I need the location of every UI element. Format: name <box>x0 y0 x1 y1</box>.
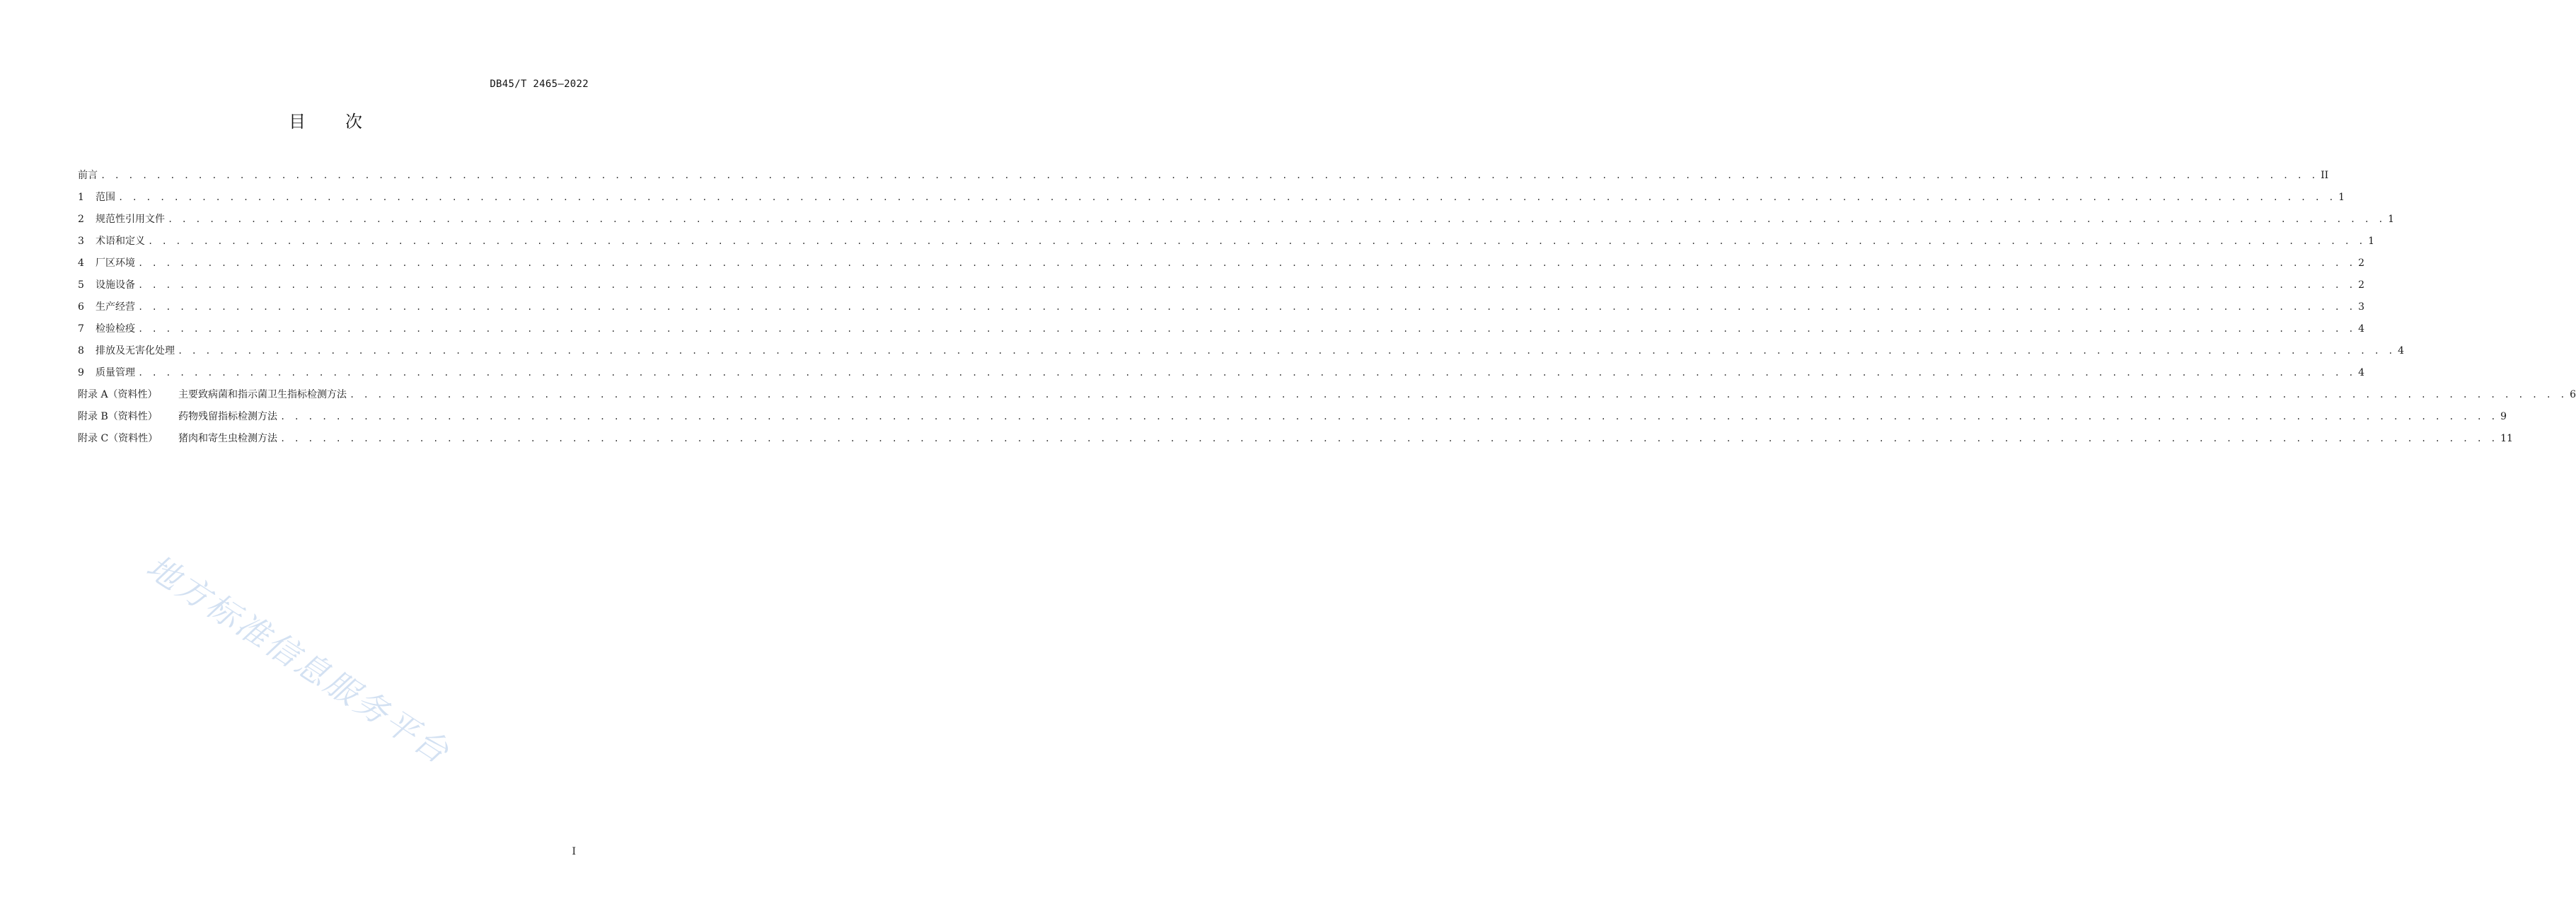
toc-entry-page: 1 <box>2388 214 2394 225</box>
table-of-contents <box>78 167 2576 452</box>
toc-dot-leader: . . . . . . . . . . . . . . . . . . . . . . . . . . . . . . . . . . . . . . . . . . . . . . . . . . . . . . . . . . . . . . . . . . . . . . . . . . . . . . . . . . . . . . . . . . . . . . . . . . . . . . . . . . . . . . . . . . . . . . . . . . . . . . . . . . . . . . . . . . . . . . . . . . . . . . . . . . . . . . . . <box>148 236 2366 246</box>
toc-entry[interactable] <box>78 211 2394 233</box>
toc-entry-page: II <box>2321 170 2329 181</box>
toc-entry-number: 6 <box>78 301 84 313</box>
toc-entry-page: 11 <box>2500 433 2513 444</box>
toc-entry-number: 5 <box>78 279 84 291</box>
toc-entry-number: 4 <box>78 257 84 269</box>
page-number: I <box>572 846 576 857</box>
toc-entry-page: 1 <box>2338 192 2345 203</box>
toc-dot-leader: . . . . . . . . . . . . . . . . . . . . . . . . . . . . . . . . . . . . . . . . . . . . . . . . . . . . . . . . . . . . . . . . . . . . . . . . . . . . . . . . . . . . . . . . . . . . . . . . . . . . . . . . . . . . . . . . . . . . . . . . . . . . . . . . . . . . . . . . . . . . . . . . . . . . . . . . . . . . . . . . <box>138 302 2356 312</box>
toc-entry[interactable] <box>78 299 2364 320</box>
toc-entry-title: 规范性引用文件 <box>96 214 165 225</box>
toc-entry[interactable] <box>78 189 2345 211</box>
toc-entry-page: 9 <box>2500 411 2507 422</box>
toc-dot-leader: . . . . . . . . . . . . . . . . . . . . . . . . . . . . . . . . . . . . . . . . . . . . . . . . . . . . . . . . . . . . . . . . . . . . . . . . . . . . . . . . . . . . . . . . . . . . . . . . . . . . . . . . . . . . . . . . . . . . . . . . . . . . . . . . . . . . . . . . . . . . . . . . . . . . . . . . . . . . . . . . <box>100 170 2318 180</box>
toc-entry-title: 主要致病菌和指示菌卫生指标检测方法 <box>178 389 347 400</box>
toc-dot-leader: . . . . . . . . . . . . . . . . . . . . . . . . . . . . . . . . . . . . . . . . . . . . . . . . . . . . . . . . . . . . . . . . . . . . . . . . . . . . . . . . . . . . . . . . . . . . . . . . . . . . . . . . . . . . . . . . . . . . . . . . . . . . . . . . . . . . . . . . . . . . . . . . . . . . . . . . . . . . . . . . <box>178 346 2396 356</box>
toc-entry-title: 术语和定义 <box>96 236 145 247</box>
toc-entry[interactable] <box>78 320 2364 342</box>
toc-dot-leader: . . . . . . . . . . . . . . . . . . . . . . . . . . . . . . . . . . . . . . . . . . . . . . . . . . . . . . . . . . . . . . . . . . . . . . . . . . . . . . . . . . . . . . . . . . . . . . . . . . . . . . . . . . . . . . . . . . . . . . . . . . . . . . . . . . . . . . . . . . . . . . . . . . . . . . . . . . . . . . . . <box>138 280 2356 290</box>
toc-entry[interactable] <box>78 277 2364 299</box>
toc-entry-page: 4 <box>2398 345 2404 357</box>
toc-entry[interactable] <box>78 408 2507 430</box>
toc-entry[interactable] <box>78 233 2374 255</box>
toc-entry-page: 2 <box>2358 257 2364 269</box>
toc-entry-number: 1 <box>78 192 84 203</box>
document-number: DB45/T 2465—2022 <box>490 79 589 90</box>
toc-entry[interactable] <box>78 342 2404 364</box>
toc-entry-page: 4 <box>2358 367 2364 378</box>
toc-entry-page: 3 <box>2358 301 2364 313</box>
toc-entry-page: 1 <box>2368 236 2374 247</box>
toc-entry-title: 生产经营 <box>96 301 135 313</box>
toc-entry-title: 猪肉和寄生虫检测方法 <box>178 433 277 444</box>
toc-entry-title: 质量管理 <box>96 367 135 378</box>
toc-dot-leader: . . . . . . . . . . . . . . . . . . . . . . . . . . . . . . . . . . . . . . . . . . . . . . . . . . . . . . . . . . . . . . . . . . . . . . . . . . . . . . . . . . . . . . . . . . . . . . . . . . . . . . . . . . . . . . . . . . . . . . . . . . . . . . . . . . . . . . . . . . . . . . . . . . . . . . . . . . . . . . . . <box>118 192 2336 202</box>
toc-entry-title: 设施设备 <box>96 279 135 291</box>
toc-entry-page: 6 <box>2570 389 2576 400</box>
toc-dot-leader: . . . . . . . . . . . . . . . . . . . . . . . . . . . . . . . . . . . . . . . . . . . . . . . . . . . . . . . . . . . . . . . . . . . . . . . . . . . . . . . . . . . . . . . . . . . . . . . . . . . . . . . . . . . . . . . . . . . . . . . . . . . . . . . . . . . . . . . . . . . . . . . . . . . . . . . . . . . . . . . . <box>280 434 2498 444</box>
toc-entry-page: 4 <box>2358 323 2364 335</box>
toc-dot-leader: . . . . . . . . . . . . . . . . . . . . . . . . . . . . . . . . . . . . . . . . . . . . . . . . . . . . . . . . . . . . . . . . . . . . . . . . . . . . . . . . . . . . . . . . . . . . . . . . . . . . . . . . . . . . . . . . . . . . . . . . . . . . . . . . . . . . . . . . . . . . . . . . . . . . . . . . . . . . . . . . <box>280 412 2498 422</box>
toc-entry[interactable] <box>78 364 2364 386</box>
toc-dot-leader: . . . . . . . . . . . . . . . . . . . . . . . . . . . . . . . . . . . . . . . . . . . . . . . . . . . . . . . . . . . . . . . . . . . . . . . . . . . . . . . . . . . . . . . . . . . . . . . . . . . . . . . . . . . . . . . . . . . . . . . . . . . . . . . . . . . . . . . . . . . . . . . . . . . . . . . . . . . . . . . . <box>138 368 2356 378</box>
toc-entry-title: 排放及无害化处理 <box>96 345 175 357</box>
toc-entry[interactable] <box>78 255 2364 277</box>
toc-annex-label: 附录 A（资料性） <box>78 389 158 400</box>
watermark: 地方标准信息服务平台 <box>139 547 458 772</box>
toc-annex-label: 附录 B（资料性） <box>78 411 158 422</box>
toc-title-char-2: 次 <box>345 112 362 132</box>
toc-entry-number: 3 <box>78 236 84 247</box>
toc-entry-number: 7 <box>78 323 84 335</box>
toc-entry-title: 范围 <box>96 192 115 203</box>
toc-dot-leader: . . . . . . . . . . . . . . . . . . . . . . . . . . . . . . . . . . . . . . . . . . . . . . . . . . . . . . . . . . . . . . . . . . . . . . . . . . . . . . . . . . . . . . . . . . . . . . . . . . . . . . . . . . . . . . . . . . . . . . . . . . . . . . . . . . . . . . . . . . . . . . . . . . . . . . . . . . . . . . . . <box>138 324 2356 334</box>
toc-entry-number: 9 <box>78 367 84 378</box>
toc-entry-title: 药物残留指标检测方法 <box>178 411 277 422</box>
toc-entry-number: 8 <box>78 345 84 357</box>
toc-title <box>0 108 651 132</box>
toc-entry-page: 2 <box>2358 279 2364 291</box>
toc-title-char-1: 目 <box>289 112 306 132</box>
toc-dot-leader: . . . . . . . . . . . . . . . . . . . . . . . . . . . . . . . . . . . . . . . . . . . . . . . . . . . . . . . . . . . . . . . . . . . . . . . . . . . . . . . . . . . . . . . . . . . . . . . . . . . . . . . . . . . . . . . . . . . . . . . . . . . . . . . . . . . . . . . . . . . . . . . . . . . . . . . . . . . . . . . . <box>138 258 2356 268</box>
toc-entry-title: 前言 <box>78 170 98 181</box>
toc-dot-leader: . . . . . . . . . . . . . . . . . . . . . . . . . . . . . . . . . . . . . . . . . . . . . . . . . . . . . . . . . . . . . . . . . . . . . . . . . . . . . . . . . . . . . . . . . . . . . . . . . . . . . . . . . . . . . . . . . . . . . . . . . . . . . . . . . . . . . . . . . . . . . . . . . . . . . . . . . . . . . . . . <box>168 214 2386 224</box>
toc-entry[interactable] <box>78 430 2513 452</box>
toc-entry[interactable] <box>78 386 2576 408</box>
toc-entry-title: 厂区环境 <box>96 257 135 269</box>
toc-entry-number: 2 <box>78 214 84 225</box>
toc-entry-title: 检验检疫 <box>96 323 135 335</box>
toc-annex-label: 附录 C（资料性） <box>78 433 158 444</box>
toc-entry[interactable] <box>78 167 2329 189</box>
toc-dot-leader: . . . . . . . . . . . . . . . . . . . . . . . . . . . . . . . . . . . . . . . . . . . . . . . . . . . . . . . . . . . . . . . . . . . . . . . . . . . . . . . . . . . . . . . . . . . . . . . . . . . . . . . . . . . . . . . . . . . . . . . . . . . . . . . . . . . . . . . . . . . . . . . . . . . . . . . . . . . . . . . . <box>350 390 2568 400</box>
